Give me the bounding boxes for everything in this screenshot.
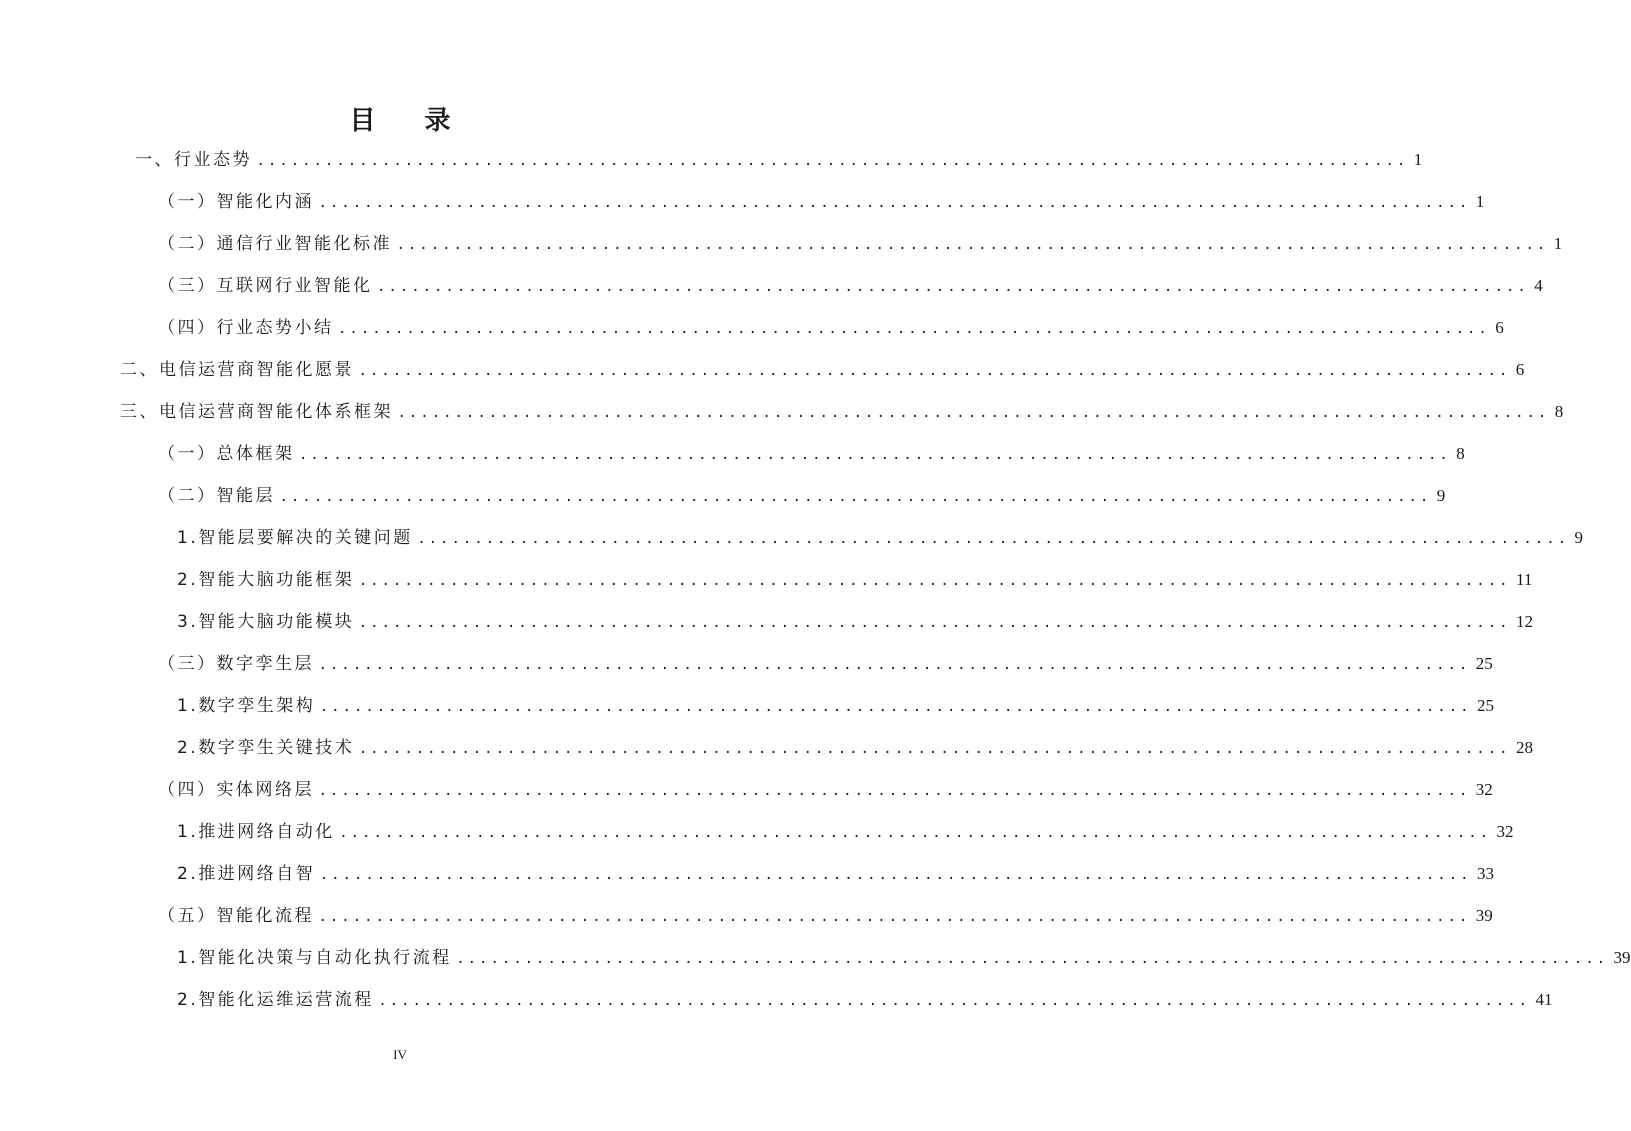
toc-leader-dots: ..................................................................................................... [340,822,1493,842]
toc-leader-dots: ..................................................................................................... [320,780,1472,800]
toc-entry[interactable] [158,901,1493,931]
toc-entry-page: 1 [1413,150,1423,169]
toc-entry-label: 2.智能化运维运营流程 [177,990,374,1010]
toc-entry-label: 2.智能大脑功能框架 [177,570,355,590]
toc-entry[interactable] [158,439,1465,469]
toc-leader-dots: ..................................................................................................... [379,990,1532,1010]
toc-leader-dots: ..................................................................................................... [321,696,1474,716]
toc-entry-label: （四）行业态势小结 [158,318,334,338]
toc-entry-label: 1.推进网络自动化 [177,822,335,842]
toc-entry-page: 25 [1475,654,1493,673]
toc-entry-label: （三）数字孪生层 [158,654,314,674]
toc-entry-page: 9 [1574,528,1584,547]
toc-leader-dots: ..................................................................................................... [378,276,1531,296]
toc-entry-label: （四）实体网络层 [158,780,314,800]
toc-leader-dots: ..................................................................................................... [360,612,1513,632]
toc-entry[interactable] [158,481,1446,511]
toc-entry-label: 2.推进网络自智 [177,864,316,884]
toc-entry-label: （一）智能化内涵 [158,192,314,212]
toc-entry-page: 25 [1477,696,1495,715]
toc-entry-page: 9 [1436,486,1446,505]
toc-leader-dots: ..................................................................................................... [398,234,1550,254]
toc-entry-label: 1.数字孪生架构 [177,696,316,716]
toc-title: 目 录 [349,106,471,136]
toc-entry[interactable] [158,649,1493,679]
toc-entry[interactable] [158,271,1543,301]
toc-entry[interactable] [135,145,1423,175]
toc-entry[interactable] [177,733,1534,763]
toc-leader-dots: ..................................................................................................... [321,864,1474,884]
toc-entry-label: 二、电信运营商智能化愿景 [120,360,354,380]
toc-entry-page: 32 [1496,822,1514,841]
toc-entry[interactable] [177,943,1631,973]
toc-entry-page: 1 [1553,234,1563,253]
toc-entry-label: 1.智能层要解决的关键问题 [177,528,413,548]
toc-entry-page: 32 [1475,780,1493,799]
toc-leader-dots: ..................................................................................................... [320,906,1472,926]
toc-entry-label: 三、电信运营商智能化体系框架 [120,402,393,422]
toc-entry-label: 一、行业态势 [135,150,252,170]
toc-leader-dots: ..................................................................................................... [320,192,1472,212]
toc-entry-label: （二）智能层 [158,486,275,506]
toc-entry[interactable] [158,187,1485,217]
toc-entry-page: 8 [1554,402,1564,421]
toc-entry[interactable] [177,859,1495,889]
toc-leader-dots: ..................................................................................................... [360,570,1513,590]
toc-entry[interactable] [177,565,1533,595]
toc-leader-dots: ..................................................................................................... [360,360,1512,380]
toc-entry-page: 39 [1613,948,1631,967]
page-number: IV [393,1047,407,1062]
toc-entry[interactable] [158,775,1493,805]
toc-entry-page: 1 [1475,192,1485,211]
toc-entry-page: 11 [1516,570,1533,589]
toc-leader-dots: ..................................................................................................... [281,486,1433,506]
toc-leader-dots: ..................................................................................................... [258,150,1410,170]
toc-entry-page: 28 [1516,738,1534,757]
toc-entry-page: 4 [1534,276,1543,295]
toc-entry[interactable] [177,985,1553,1015]
toc-entry[interactable] [177,523,1584,553]
toc-leader-dots: ..................................................................................................... [360,738,1513,758]
toc-entry[interactable] [120,355,1525,385]
toc-entry[interactable] [177,607,1534,637]
toc-entry-label: （一）总体框架 [158,444,295,464]
toc-entry-label: （五）智能化流程 [158,906,314,926]
toc-entry-page: 8 [1456,444,1465,463]
toc-entry-page: 12 [1516,612,1534,631]
toc-leader-dots: ..................................................................................................... [399,402,1551,422]
toc-leader-dots: ..................................................................................................... [320,654,1472,674]
toc-entry-page: 6 [1515,360,1525,379]
toc-entry-page: 41 [1535,990,1553,1009]
toc-entry-label: 3.智能大脑功能模块 [177,612,355,632]
toc-entry-label: 1.智能化决策与自动化执行流程 [177,948,452,968]
toc-leader-dots: ..................................................................................................... [457,948,1610,968]
toc-entry[interactable] [177,691,1495,721]
toc-entry-label: （二）通信行业智能化标准 [158,234,392,254]
toc-entry[interactable] [158,229,1563,259]
toc-entry-label: 2.数字孪生关键技术 [177,738,355,758]
toc-leader-dots: ..................................................................................................... [418,528,1571,548]
toc-entry-page: 39 [1475,906,1493,925]
toc-entry-page: 6 [1495,318,1504,337]
toc-leader-dots: ..................................................................................................... [300,444,1453,464]
toc-entry[interactable] [120,397,1564,427]
toc-entry[interactable] [177,817,1514,847]
toc-leader-dots: ..................................................................................................... [339,318,1492,338]
toc-entry[interactable] [158,313,1504,343]
toc-entry-label: （三）互联网行业智能化 [158,276,373,296]
toc-entry-page: 33 [1477,864,1495,883]
